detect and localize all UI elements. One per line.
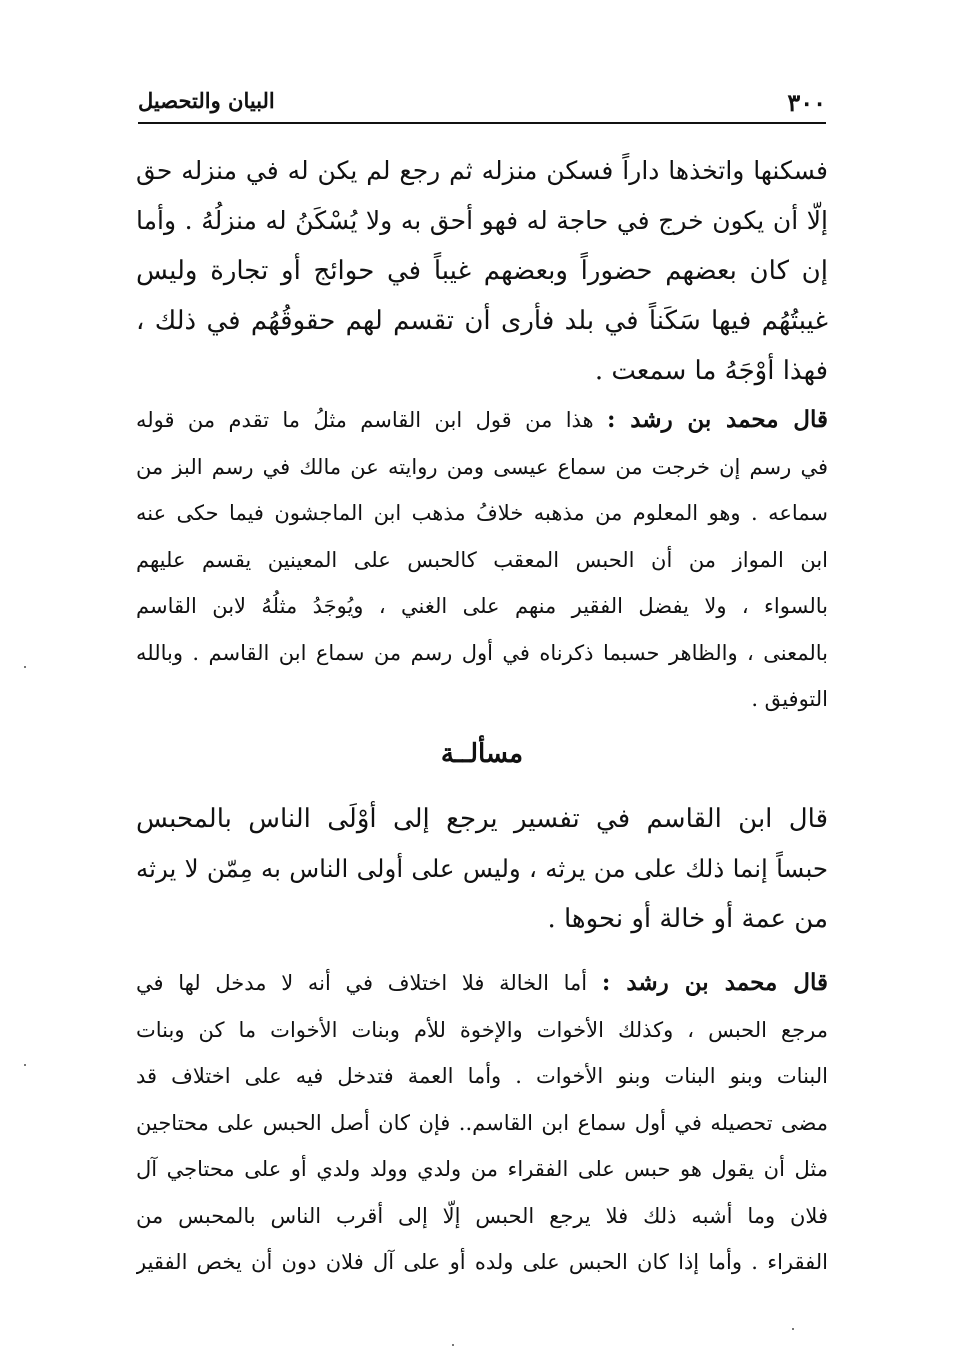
commentary-1-line-2: في رسم إن خرجت من سماع عيسى ومن روايته عن مالك في رسم البز من bbox=[136, 454, 828, 479]
paragraph-1-line-2: إلّا أن يكون خرج في حاجة له فهو أحق به ولا يُسْكَنُ له منزلُهُ . وأما bbox=[136, 206, 828, 235]
commentary-2-line-1-text: أما الخالة فلا اختلاف في أنه لا مدخل لها في bbox=[136, 971, 588, 995]
commentary-1-lead: قال محمد بن رشد : bbox=[607, 406, 828, 433]
scan-speck bbox=[452, 1344, 454, 1346]
commentary-2 bbox=[136, 960, 828, 1286]
running-title: البيان والتحصيل bbox=[138, 88, 275, 113]
paragraph-1-line-4: غيبتُهُم فيها سَكَناً في بلد فأرى أن تقسم لهم حقوقُهُم في ذلك ، bbox=[136, 306, 828, 336]
commentary-1-line-6: بالمعنى ، والظاهر حسبما ذكرناه في أول رسم من سماع ابن القاسم . وبالله bbox=[136, 640, 828, 665]
commentary-2-line-3: البنات وبنو البنات وبنو الأخوات . وأما العمة فتدخل فيه على اختلاف قد bbox=[136, 1064, 828, 1088]
commentary-1-line-3: سماعه . وهو المعلوم من مذهبه خلافُ مذهب ابن الماجشون فيما حكى عنه bbox=[136, 501, 828, 525]
commentary-2-line-5: مثل أن يقول هو حبس على الفقراء من ولدي وولد ولدي أو على محتاجي آل bbox=[136, 1157, 828, 1181]
paragraph-2-line-2: حبساً إنما ذلك على من يرثه ، وليس على أولى الناس به مِمّن لا يرثه bbox=[136, 854, 828, 883]
commentary-1-line-4: ابن المواز من أن الحبس المعقب كالحبس على المعينين يقسم عليهم bbox=[136, 547, 828, 572]
paragraph-2-line-3: من عمة أو خالة أو نحوها . bbox=[547, 904, 828, 934]
paragraph-1-line-5: فهذا أوْجَهُ ما سمعت . bbox=[594, 356, 828, 386]
scan-speck bbox=[24, 1064, 26, 1066]
paragraph-1-line-3: إن كان بعضهم حضوراً وبعضهم غيباً في حوائج أو تجارة وليس bbox=[136, 256, 828, 286]
commentary-2-line-7: الفقراء . وأما إذا كان الحبس على ولده أو على آل فلان دون أن يخص الفقير bbox=[136, 1250, 828, 1274]
scan-speck bbox=[792, 1328, 794, 1330]
commentary-1-line-5: بالسواء ، ولا يفضل الفقير منهم على الغني ، ويُوجَدُ مثلُهُ لابن القاسم bbox=[136, 594, 828, 618]
commentary-1-line-1 bbox=[136, 397, 828, 444]
commentary-2-line-4: مضى تحصيله في أول سماع ابن القاسم.. فإن كان أصل الحبس على محتاجين bbox=[136, 1110, 828, 1135]
paragraph-1 bbox=[136, 146, 828, 396]
paragraph-2 bbox=[136, 794, 828, 944]
scan-speck bbox=[24, 666, 26, 668]
header-rule bbox=[138, 122, 826, 124]
page-number: ٣٠٠ bbox=[787, 88, 826, 117]
commentary-2-line-2: مرجع الحبس ، وكذلك الأخوات والإخوة للأم وبنات الأخوات ما كن وبنات bbox=[136, 1017, 828, 1042]
commentary-1-line-7: التوفيق . bbox=[751, 687, 828, 711]
section-heading: مسألــة bbox=[440, 739, 524, 769]
commentary-2-line-6: فلان وما أشبه ذلك فلا يرجع الحبس إلّا إلى أقرب الناس بالمحبس من bbox=[136, 1203, 828, 1228]
paragraph-1-line-1: فسكنها واتخذها داراً فسكن منزله ثم رجع لم يكن له في منزله حق bbox=[136, 156, 828, 185]
page-header bbox=[138, 84, 826, 124]
commentary-1-line-1-text: هذا من قول ابن القاسم مثلُ ما تقدم من قوله bbox=[136, 408, 594, 432]
commentary-2-lead: قال محمد بن رشد : bbox=[601, 969, 828, 996]
commentary-1 bbox=[136, 397, 828, 723]
paragraph-2-line-1: قال ابن القاسم في تفسير يرجع إلى أوْلَى الناس بالمحبس bbox=[136, 804, 828, 834]
commentary-2-line-1 bbox=[136, 960, 828, 1007]
